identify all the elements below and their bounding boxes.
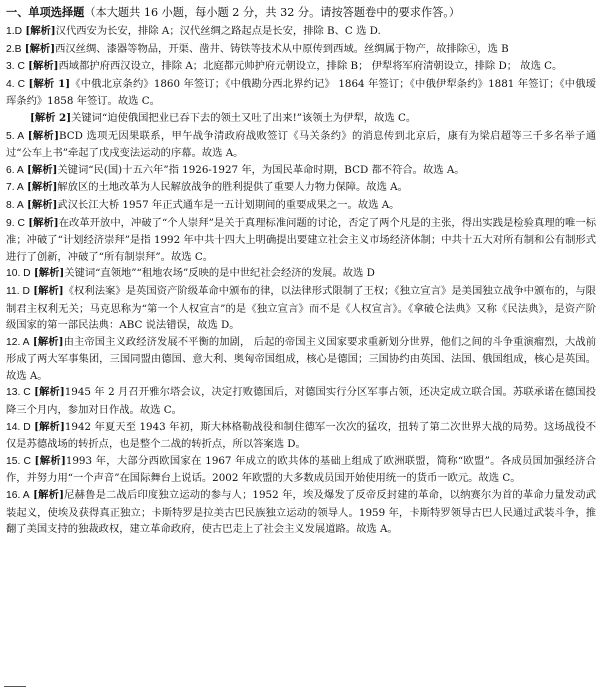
- analysis-tag: [ 解析 ]: [33, 336, 64, 348]
- analysis-tag: [ 解析 ]: [25, 43, 55, 55]
- answer-text: 1942 年夏天至 1943 年初，斯大林格勒战役和制住德军一次次的猛攻，扭转了第二次世界大战的局势。这场战役不仅是苏德战场的转折点，也是整个二战的转折点，所以答案选 D。: [6, 420, 596, 451]
- section-title: 一、单项选择题: [6, 5, 85, 19]
- answer-text: 关键词“迫使俄国把业已吞下去的领土又吐了出来!”该领土为伊犁，故选 C。: [71, 111, 417, 124]
- analysis-tag: [ 解析 ]: [28, 60, 58, 72]
- answer-text: 1993 年，大部分西欧国家在 1967 年成立的欧共体的基础上组成了欧洲联盟，简称“欧盟”。各成员国加强经济合作，并努力用“一个声音”在国际舞台上说话。2002 年欧盟的大多数成员国开始使用统一的货币一欧元。故选 C。: [6, 454, 596, 485]
- answer-item: [6, 23, 596, 41]
- analysis-tag: [ 解析 ]: [28, 217, 58, 229]
- analysis-tag: [ 解析 ]: [34, 267, 64, 279]
- answer-number: 6. A: [6, 164, 24, 176]
- answer-number: 8. A: [6, 199, 24, 211]
- answer-text: 汉代西安为长安，排除 A；汉代丝绸之路起点是长安，排除 B、C 选 D.: [55, 25, 381, 37]
- answer-number: 13. C: [6, 387, 31, 399]
- answer-item: [6, 334, 596, 385]
- answer-text: 在改革开放中，冲破了“个人崇拜”是关于真理标准问题的讨论，否定了两个凡是的主张，得出实践是检验真理的唯一标准；冲破了“计划经济崇拜”是指 1992 年中共十四大上明确提出要建立社会主义市场经济体制；中共十五大对所有制和公有制形式进行了创新，冲破了“所有制崇拜”。故选 C。: [6, 216, 596, 263]
- analysis-tag: [ 解析 ]: [33, 285, 63, 297]
- analysis-tag: [ 解析 ]: [28, 130, 59, 142]
- section-heading: [6, 4, 596, 21]
- analysis-tag: [ 解析 ]: [34, 386, 65, 398]
- answer-item: [6, 110, 596, 128]
- answer-item: [6, 283, 596, 334]
- analysis-tag: [ 解析 ]: [27, 181, 57, 193]
- analysis-tag: [ 解析 ]: [25, 25, 55, 37]
- answer-number: 2.B: [6, 43, 22, 55]
- answer-number: 7. A: [6, 182, 24, 194]
- answer-item: [6, 128, 596, 162]
- answer-item: [6, 215, 596, 266]
- analysis-tag: [ 解析 1 ]: [28, 78, 70, 90]
- answer-text: 由主帝国主义政经济发展不平衡的加剧， 后起的帝国主义国家要求重新划分世界，他们之间的斗争重演瘤烈，大战前形成了两大军事集团，三国同盟由德国、意大利、奥匈帝国组成，核心是德国；三国协约由英国、法国、俄国组成，核心是英国。故选 A。: [6, 335, 597, 382]
- section-note: （本大题共 16 小题，每小题 2 分，共 32 分。请按答题卷中的要求作答。）: [84, 6, 461, 19]
- answer-number: 15. C: [6, 455, 31, 467]
- answer-text: 《中俄北京条约》1860 年签订；《中俄勘分西北界约记》 1864 年签订；《中俄伊犁条约》1881 年签订；《中俄瑷珲条约》1858 年签订。故选 C。: [6, 77, 596, 108]
- answer-item: [6, 453, 596, 487]
- answer-number: 1.D: [6, 26, 23, 37]
- analysis-tag: [ 解析 ]: [27, 164, 57, 176]
- answer-number: 10. D: [6, 268, 31, 280]
- analysis-tag: [ 解析 ]: [35, 455, 66, 467]
- answer-item: [6, 384, 596, 418]
- answer-text: 西域都护府西汉设立，排除 A；北庭都元帅护府元朝设立，排除 B； 伊犁将军府清朝设立，排除 D； 故选 C。: [58, 60, 563, 73]
- answer-text: 武汉长江大桥 1957 年正式通车是一五计划期间的重要成果之一。故选 A。: [57, 198, 400, 211]
- answer-number: 11. D: [6, 285, 30, 297]
- answer-item: [6, 419, 596, 453]
- analysis-tag: [ 解析 2 ]: [30, 112, 71, 124]
- answer-item: [6, 162, 596, 180]
- answer-number: 12. A: [6, 336, 30, 348]
- answer-item: [6, 179, 596, 197]
- answer-list: [6, 23, 596, 538]
- answer-text: 《权利法案》是英国资产阶级革命中颁布的律，以法律形式限制了王权；《独立宣言》是美国独立战争中颁布的，与限制君主权利无关；马克思称为“第一个人权宣言”的是《独立宣言》而不是《人权宣言》。《拿破仑法典》又称《民法典》，是资产阶级国家的第一部民法典：ABC 说法错误，故选 D。: [6, 284, 596, 332]
- answer-number: 14. D: [6, 421, 31, 433]
- answer-item: [6, 197, 596, 215]
- answer-item: [6, 58, 596, 76]
- answer-text: 关键词“民(国)十五六年”指 1926-1927 年，为国民革命时期，BCD 都不符合。故选 A。: [57, 163, 465, 176]
- answer-text: 尼赫鲁是二战后印度独立运动的参与人；1952 年，埃及爆发了反帝反封建的革命，以纳赛尔为首的革命力量发动武装起义，使埃及获得真正独立；卡斯特罗是拉美古巴民族独立运动的领导人。1959 年，卡斯特罗领导古巴人民通过武装斗争，推翻了美国支持的独裁政权，建立革命政府，使古巴走上了社会主义发展道路。故选 A。: [6, 489, 597, 536]
- answer-item: [6, 265, 596, 283]
- answer-number: 3. C: [6, 61, 25, 73]
- answer-item: [6, 76, 596, 110]
- answer-number: 9. C: [6, 217, 25, 229]
- answer-text: 西汉丝绸、漆器等物品，开渠、凿井、铸铁等技术从中原传到西域。丝绸属于物产，故排除④，选 B: [55, 42, 509, 55]
- answer-item: [6, 487, 596, 538]
- answer-text: 解放区的土地改革为人民解放战争的胜利提供了重要人力物力保障。故选 A。: [57, 181, 408, 194]
- answer-item: [6, 41, 596, 59]
- analysis-tag: [ 解析 ]: [33, 489, 64, 501]
- answer-number: 16. A: [6, 490, 30, 502]
- answer-text: BCD 选项无因果联系，甲午战争清政府战败签订《马关条约》的消息传到北京后，康有为梁启超等三千多名举子通过“公车上书”牵起了戊戌变法运动的序幕。故选 A。: [6, 129, 597, 160]
- answer-text: 1945 年 2 月召开雅尔塔会议，决定打败德国后，对德国实行分区军事占领，还决定成立联合国。苏联承诺在德国投降三个月内，参加对日作战。故选 C。: [6, 386, 596, 417]
- analysis-tag: [ 解析 ]: [27, 199, 57, 211]
- answer-number: 5. A: [6, 130, 25, 142]
- analysis-tag: [ 解析 ]: [34, 421, 65, 433]
- answer-text: 关键词“直领地”“租地农场”反映的是中世纪社会经济的发展。故选 D: [64, 267, 375, 280]
- footer-rule: [4, 686, 26, 687]
- answer-number: 4. C: [6, 78, 26, 90]
